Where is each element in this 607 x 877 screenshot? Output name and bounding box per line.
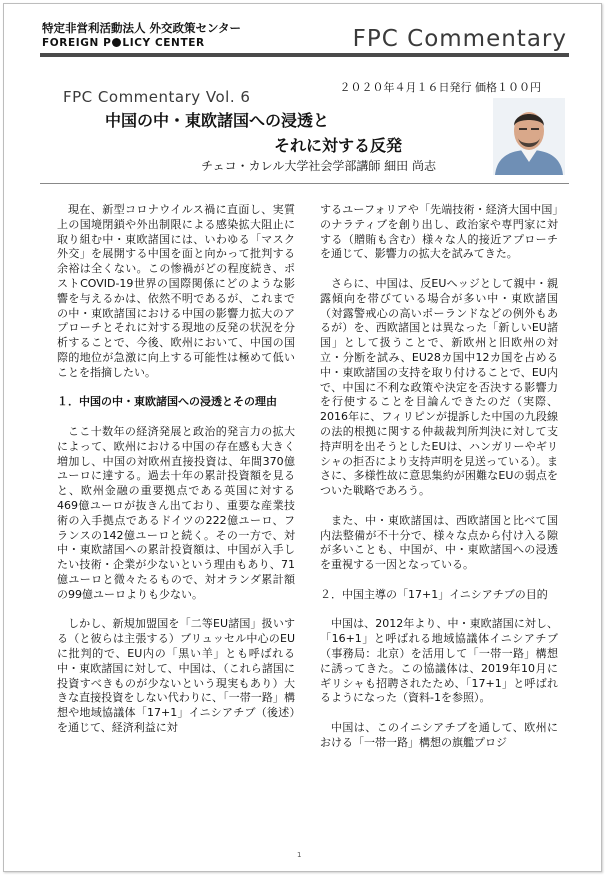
- author-portrait-icon: [493, 98, 565, 175]
- column-top-rule: [40, 183, 569, 184]
- org-name-en-post: LICY CENTER: [122, 37, 205, 49]
- author-byline: チェコ・カレル大学社会学部講師 細田 尚志: [201, 159, 436, 173]
- paragraph: さらに、中国は、反EUヘッジとして親中・親露傾向を帯びている場合が多い中・東欧諸国（対露警戒心の高いポーランドなどの例外もあるが）を、西欧諸国とは異なった「新しいEU諸国」として扱うことで、新欧州と旧欧州の対立・分断を試み、EU28カ国中12カ国を占める中・東欧諸国の支持を取り付けることで、EU内で、中国に不利な政策や決定を否決する影響力を行使することを目論んできたのだ（実際、2016年に、フィリピンが提訴した中国の九段線の法的根拠に関する仲裁裁判所判決に対して支持声明を出そうとしたEUは、ハンガリーやギリシャの拒否により支持声明を見送っている）。まさに、多様性故に意思集約が困難なEUの弱点をついた戦略であろう。: [320, 276, 558, 498]
- paragraph: 中国は、2012年より、中・東欧諸国に対し、「16+1」と呼ばれる地域協議体イニシアチブ（事務局：北京）を活用して「一帯一路」構想に誘ってきた。この協議体は、2019年10月にギリシャも招聘されたため、「17+1」と呼ばれるようになった（資料-1を参照）。: [320, 617, 558, 705]
- volume-label: FPC Commentary Vol. 6: [63, 88, 251, 106]
- org-name-en: [42, 37, 205, 49]
- section-heading-2: ２．中国主導の「17+1」イニシアチブの目的: [320, 587, 548, 601]
- article-title-line1: 中国の中・東欧諸国への浸透と: [105, 111, 330, 130]
- issue-date: ２０２０年４月１６日発行 価格１００円: [339, 81, 541, 94]
- left-column: [57, 203, 295, 750]
- paragraph: また、中・東欧諸国は、西欧諸国と比べて国内法整備が不十分で、様々な点から付け入る隙が多いことも、中国が、中・東欧諸国への浸透を重視する一因となっている。: [320, 513, 558, 572]
- paragraph: しかし、新規加盟国を「二等EU諸国」扱いする（と彼らは主張する）ブリュッセル中心のEUに批判的で、EU内の「黒い羊」とも呼ばれる中・東欧諸国に対して、中国は、（これら諸国に投資すべきものが少ないという現実もあり）大きな直接投資をしない代わりに、「一帯一路」構想や地域協議体「17+1」イニシアチブ（後述）を通じて、経済利益に対: [57, 617, 295, 734]
- org-name-ja: 特定非営利活動法人 外交政策センター: [42, 21, 242, 35]
- paragraph: ここ十数年の経済発展と政治的発言力の拡大によって、欧州における中国の存在感も大きく増加し、中国の対欧州直接投資は、年間370億ユーロに達する。過去十年の累計投資額を見ると、欧州金融の重要拠点である英国に対する469億ユーロが抜きん出ており、重要な産業技術の入手拠点であるドイツの222億ユーロ、フランスの142億ユーロと続く。その一方で、対中・東欧諸国への累計投資額は、中国が入手したい技術・企業が少ないという理由もあり、71億ユーロと微々たるもので、対オランダ累計額の99億ユーロよりも少ない。: [57, 424, 295, 601]
- series-header: FPC Commentary: [352, 26, 567, 52]
- section-heading-1: １．中国の中・東欧諸国への浸透とその理由: [57, 395, 277, 409]
- article-title-line2: それに対する反発: [274, 136, 403, 155]
- org-name-en-pre: FOREIGN P: [42, 37, 112, 49]
- paragraph: 中国は、このイニシアチブを通して、欧州における「一帯一路」構想の旗艦プロジ: [320, 720, 558, 749]
- logo-dot-icon: [112, 38, 121, 47]
- paragraph: 現在、新型コロナウイルス禍に直面し、実質上の国境閉鎖や外出制限による感染拡大阻止に取り組む中・東欧諸国には、いわゆる「マスク外交」を展開する中国を面と向かって批判する余裕は全くない。この惨禍がどの程度続き、ポストCOVID-19世界の国際関係にどのような影響を与えるかは、依然不明であるが、これまでの中・東欧諸国における中国の影響力拡大のアプローチとそれに対する現地の反発の状況を分析することで、今後、欧州において、中国の国際的地位が急激に向上する可能性は極めて低いことを指摘したい。: [57, 203, 295, 379]
- header-rule: [40, 53, 569, 57]
- right-column: [320, 203, 558, 765]
- paragraph: するユーフォリアや「先端技術・経済大国中国」のナラティブを創り出し、政治家や専門家に対する（贈賄も含む）様々な人的接近アプローチを通じて、影響力の拡大を試みてきた。: [320, 203, 558, 261]
- page-number: 1: [297, 851, 302, 859]
- author-photo: [493, 98, 565, 175]
